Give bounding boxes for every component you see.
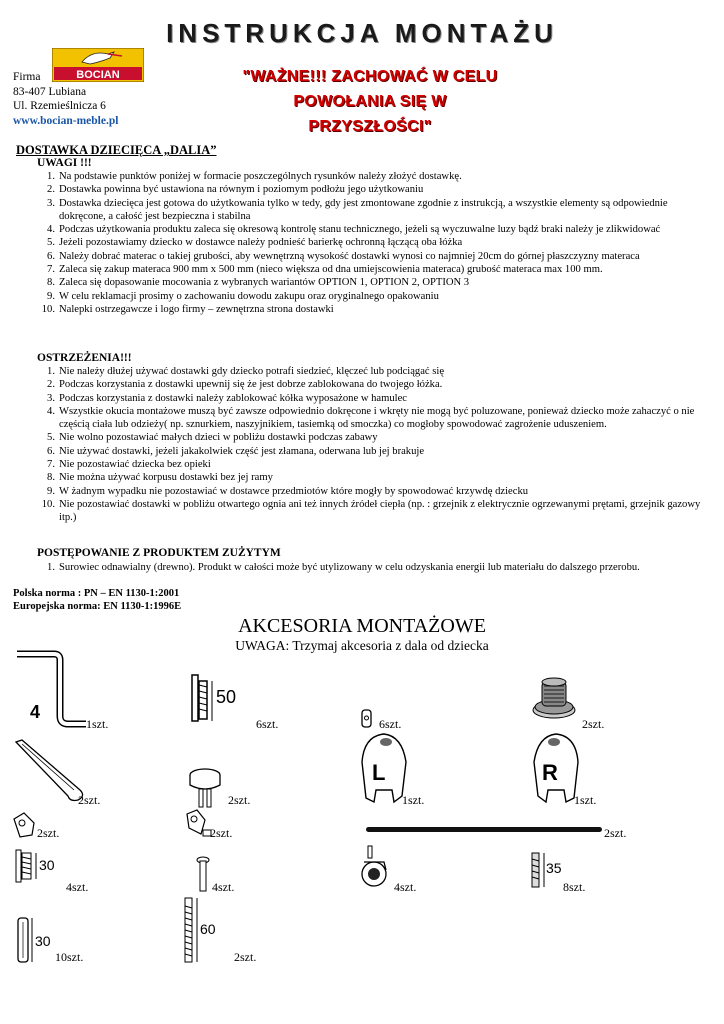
qty-dowel-30: 10szt. — [55, 950, 84, 964]
item-text: Na podstawie punktów poniżej w formacie poszczególnych rysunków należy złożyć dostawkę. — [59, 171, 462, 182]
list-item — [37, 303, 707, 316]
pin-icon — [195, 856, 211, 894]
item-number: 2. — [47, 184, 55, 196]
item-text: Surowiec odnawialny (drewno). Produkt w całości może być utylizowany w celu odzyskania energii lub materiału do dalszego przerobu. — [59, 562, 640, 573]
item-number: 10. — [41, 303, 55, 315]
list-item — [37, 431, 707, 444]
item-text: Nalepki ostrzegawcze i logo firmy – zewnętrzna strona dostawki — [59, 303, 334, 315]
firm-line: Firma — [13, 71, 41, 83]
qty-bolt-60: 2szt. — [234, 950, 257, 964]
list-item — [37, 223, 707, 236]
product-title: DOSTAWKA DZIECIĘCA „DALIA” — [16, 143, 217, 157]
list-item — [37, 445, 707, 458]
rod-icon — [366, 826, 602, 834]
item-number: 9. — [47, 290, 55, 302]
item-number: 3. — [47, 197, 55, 209]
list-item — [37, 378, 707, 391]
item-text: Dostawka powinna być ustawiona na równym i poziomym podłożu jego użytkowaniu — [59, 184, 424, 196]
item-text: W celu reklamacji prosimy o zachowaniu dowodu zakupu oraz oryginalnego opakowaniu — [59, 290, 439, 302]
castor-wheel-icon — [358, 844, 394, 890]
norm-pl: Polska norma : PN – EN 1130-1:2001 — [13, 588, 180, 599]
firm-line: Ul. Rzemieślnicza 6 — [13, 100, 106, 112]
item-number: 7. — [47, 459, 55, 471]
bracket-left-mark: L — [372, 760, 386, 785]
item-number: 4. — [47, 224, 55, 236]
qty-pin: 4szt. — [212, 880, 235, 894]
list-item — [37, 485, 707, 498]
norms — [13, 587, 181, 613]
item-number: 3. — [47, 392, 55, 404]
knob-icon — [186, 767, 224, 811]
list-item — [37, 471, 707, 484]
qty-screw-35: 8szt. — [563, 880, 586, 894]
list-item — [37, 458, 707, 471]
firm-address — [13, 70, 118, 128]
list-item — [37, 365, 707, 378]
screw-30-icon — [14, 848, 64, 884]
item-text: Należy dobrać materac o takiej grubości, aby wewnętrzną wysokość dostawki wynosi co najmniej 20cm do górnej płaszczyzny materaca — [59, 250, 640, 262]
list-item — [37, 183, 707, 196]
bolt-50-icon — [190, 673, 250, 725]
item-text: Nie można używać korpusu dostawki bez jej ramy — [59, 472, 273, 484]
item-text: Podczas korzystania z dostawki należy zablokować kółka wyposażone w hamulec — [59, 392, 408, 404]
keep-instructions-warning — [160, 64, 580, 139]
list-item — [37, 236, 707, 249]
item-text: Nie wolno pozostawiać małych dzieci w pobliżu dostawki podczas zabawy — [59, 432, 378, 444]
knurled-screw-icon — [530, 674, 578, 722]
list-item — [37, 197, 707, 224]
accessories-title: AKCESORIA MONTAŻOWE — [238, 615, 486, 637]
dowel-30-length: 30 — [35, 933, 51, 949]
website-link[interactable]: www.bocian-meble.pl — [13, 114, 119, 127]
disposal-heading: POSTĘPOWANIE Z PRODUKTEM ZUŻYTYM — [37, 547, 281, 559]
qty-bracket-left: 1szt. — [402, 793, 425, 807]
qty-flat-key: 2szt. — [78, 793, 101, 807]
item-text: Nie używać dostawki, jeżeli jakakolwiek część jest złamana, oderwana lub jej brakuje — [59, 445, 425, 457]
item-text: Zaleca się dopasowanie mocowania z wybranych wariantów OPTION 1, OPTION 2, OPTION 3 — [59, 277, 470, 289]
item-text: Podczas użytkowania produktu zaleca się okresową kontrolę stanu technicznego, jeżeli są wyczuwalne luzy bądź braki należy je zlikwidować — [59, 224, 661, 236]
list-item — [37, 498, 707, 525]
item-number: 4. — [47, 405, 55, 417]
item-number: 1. — [47, 171, 55, 182]
item-number: 2. — [47, 379, 55, 391]
accessories-warning: UWAGA: Trzymaj akcesoria z dala od dziecka — [235, 638, 489, 653]
item-number: 9. — [47, 485, 55, 497]
item-text: Wszystkie okucia montażowe muszą być zawsze odpowiednio dokręcone i wkręty nie mogą być poluzowane, ponieważ dziecko może zahaczyć o nie częścią ciała lub odzieży( np. sznurkiem, naszyjnikiem, tasiemką od smoczka) co mogłoby spowodować zagrożenie uduszeniem. — [59, 405, 695, 431]
list-item — [37, 170, 707, 183]
norm-eu: Europejska norma: EN 1130-1:1996E — [13, 601, 182, 612]
logo-text: BOCIAN — [76, 69, 120, 81]
list-item — [37, 405, 707, 432]
cam-connector-icon — [12, 811, 38, 839]
flat-key-icon — [12, 738, 87, 804]
warnings-heading: OSTRZEŻENIA!!! — [37, 352, 132, 364]
disposal-list — [37, 561, 707, 574]
notes-heading: UWAGI !!! — [37, 157, 92, 169]
notes-list — [37, 170, 707, 316]
item-text: Jeżeli pozostawiamy dziecko w dostawce należy podnieść barierkę ochronną łączącą oba łóżka — [59, 237, 463, 249]
item-text: Nie pozostawiać dostawki w pobliżu otwartego ognia ani też innych źródeł ciepła (np. : grzejnik z elektrycznie ogrzewanymi prętami, grzejnik gazowy itp.) — [59, 498, 701, 524]
qty-allen-key: 1szt. — [86, 717, 109, 731]
qty-rod: 2szt. — [604, 826, 627, 840]
bolt-50-length: 50 — [216, 687, 237, 707]
list-item — [37, 290, 707, 303]
qty-cam-connector: 2szt. — [37, 826, 60, 840]
item-text: Nie pozostawiać dziecka bez opieki — [59, 459, 211, 471]
qty-cam-connector-2: 2szt. — [210, 826, 233, 840]
list-item — [37, 263, 707, 276]
document-title: INSTRUKCJA MONTAŻU — [166, 18, 558, 48]
qty-barrel-nut: 6szt. — [379, 717, 402, 731]
bracket-right-mark: R — [542, 760, 558, 785]
list-item — [37, 561, 707, 574]
screw-30-length: 30 — [39, 857, 55, 873]
list-item — [37, 392, 707, 405]
item-number: 6. — [47, 250, 55, 262]
item-number: 10. — [41, 498, 55, 510]
screw-35-length: 35 — [546, 860, 562, 876]
qty-knurled-screw: 2szt. — [582, 717, 605, 731]
item-number: 1. — [47, 562, 55, 573]
qty-castor-wheel: 4szt. — [394, 880, 417, 894]
allen-key-size: 4 — [30, 702, 41, 722]
item-number: 7. — [47, 264, 55, 276]
item-number: 5. — [47, 237, 55, 249]
warnings-list — [37, 365, 707, 525]
qty-bolt-50: 6szt. — [256, 717, 279, 731]
item-number: 5. — [47, 432, 55, 444]
firm-line: 83-407 Lubiana — [13, 85, 87, 98]
qty-bracket-right: 1szt. — [574, 793, 597, 807]
item-number: 8. — [47, 472, 55, 484]
item-text: Zaleca się zakup materaca 900 mm x 500 mm (nieco większa od dna umiejscowienia materaca) grubość materaca max 100 mm. — [59, 264, 603, 276]
item-text: Nie należy dłużej używać dostawki gdy dziecko potrafi siedzieć, klęczeć lub podciągać się — [59, 366, 445, 377]
qty-knob: 2szt. — [228, 793, 251, 807]
qty-screw-30: 4szt. — [66, 880, 89, 894]
item-text: W żadnym wypadku nie pozostawiać w dostawce przedmiotów które mogły by spowodować krzywdę dziecku — [59, 485, 529, 497]
bolt-60-icon — [183, 896, 225, 966]
allen-key-icon — [14, 652, 89, 732]
warning-line: POWOŁANIA SIĘ W — [293, 93, 447, 110]
dowel-30-icon — [16, 916, 60, 966]
item-number: 8. — [47, 277, 55, 289]
list-item — [37, 250, 707, 263]
item-number: 1. — [47, 366, 55, 377]
item-text: Podczas korzystania z dostawki upewnij się że jest dobrze zablokowana do twojego łóżka. — [59, 379, 443, 391]
item-text: Dostawka dziecięca jest gotowa do użytkowania tylko w tedy, gdy jest zmontowane zgodnie z instrukcją, a wszystkie elementy są odpowiednie dokręcone, a całość jest bezpieczna i stabilna — [59, 197, 668, 222]
bolt-60-length: 60 — [200, 921, 216, 937]
warning-line: PRZYSZŁOŚCI" — [308, 118, 432, 135]
warning-line: "WAŻNE!!! ZACHOWAĆ W CELU — [242, 68, 498, 85]
barrel-nut-icon — [360, 708, 374, 730]
list-item — [37, 276, 707, 289]
item-number: 6. — [47, 445, 55, 457]
